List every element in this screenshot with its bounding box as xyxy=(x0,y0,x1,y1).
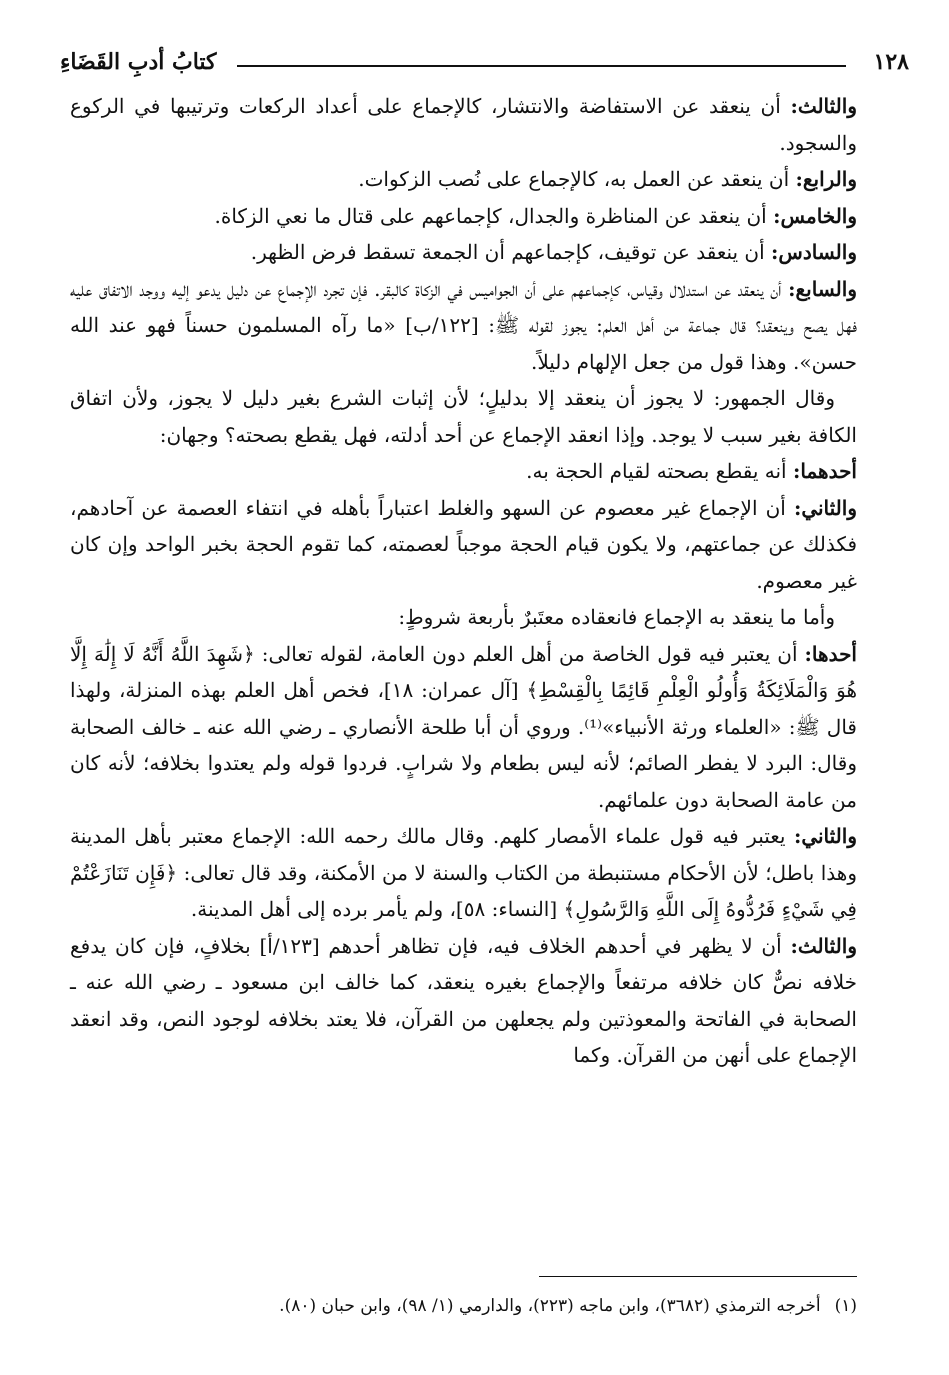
paragraph-text: أن ينعقد عن العمل به، كالإجماع على نُصب الزكوات. xyxy=(358,167,796,191)
paragraph-seventh xyxy=(70,271,857,381)
paragraph-lead: والثاني: xyxy=(793,495,857,520)
footnote xyxy=(70,1292,857,1320)
header-rule xyxy=(237,65,846,67)
paragraph-fourth xyxy=(70,161,857,198)
paragraph-condition-one xyxy=(70,636,857,819)
paragraph-conditions xyxy=(70,599,857,636)
paragraph-sixth xyxy=(70,234,857,271)
paragraph-condition-three xyxy=(70,928,857,1074)
paragraph-text: أن يعتبر فيه قول الخاصة من أهل العلم دون العامة، لقوله تعالى: ﴿شَهِدَ اللَّهُ أَنَّهُ لَا إِلَٰهَ إِلَّا هُوَ وَالْمَلَائِكَةُ وَأُولُو الْعِلْمِ قَائِمًا بِالْقِسْطِ﴾ [آل عمران: ١٨]، فخص أهل العلم بهذه المنزلة، ولهذا قال ﷺ: «العلماء ورثة الأنبياء»⁽¹⁾. وروي أن أبا طلحة الأنصاري ـ رضي الله عنه ـ خالف الصحابة وقال: البرد لا يفطر الصائم؛ لأنه ليس بطعام ولا شرابٍ. فردوا قوله ولم يعتدوا بخلافه؛ لأنه كان من عامة الصحابة دون علمائهم. xyxy=(70,641,857,812)
running-header xyxy=(60,42,909,82)
paragraph-lead: والرابع: xyxy=(795,167,857,191)
footnote-text: أخرجه الترمذي (٣٦٨٢)، وابن ماجه (٢٢٣)، والدارمي (١/ ٩٨)، وابن حبان (٨٠). xyxy=(279,1296,821,1316)
paragraph-text: يعتبر فيه قول علماء الأمصار كلهم. وقال مالك رحمه الله: الإجماع معتبر بأهل المدينة وهذا باطل؛ لأن الأحكام مستنبطة من الكتاب والسنة لا من الأمكنة، وقد قال تعالى: ﴿فَإِن تَنَازَعْتُمْ فِي شَيْءٍ فَرُدُّوهُ إِلَى اللَّهِ وَالرَّسُولِ﴾ [النساء: ٥٨]، ولم يأمر برده إلى أهل المدينة. xyxy=(70,824,857,921)
paragraph-text: أن ينعقد عن توقيف، كإجماعهم أن الجمعة تسقط فرض الظهر. xyxy=(250,240,772,264)
paragraph-lead: أحدهما: xyxy=(792,459,857,483)
paragraph-fifth xyxy=(70,198,857,235)
paragraph-lead: أحدها: xyxy=(804,641,857,666)
paragraph-lead: والثاني: xyxy=(793,824,857,848)
paragraph-lead: والثالث: xyxy=(790,933,857,958)
book-title: كتابُ أدبِ القَضَاءِ xyxy=(60,49,217,75)
paragraph-condition-two xyxy=(70,818,857,928)
body-text xyxy=(70,88,857,1074)
paragraph-majority xyxy=(70,380,857,453)
paragraph-text: وأما ما ينعقد به الإجماع فانعقاده معتَبرٌ بأربعة شروطٍ: xyxy=(398,605,835,629)
page-number: ١٢٨ xyxy=(873,49,909,75)
paragraph-third xyxy=(70,88,857,161)
paragraph-text: أن ينعقد عن استدلال وقياس، كإجماعهم على أن الجواميس في الزكاة كالبقر. فإن تجرد الإجماع عن دليل يدعو إليه ووجد الاتفاق عليه فهل يصح وينعقد؟ قال جماعة من أهل العلم: يجوز لقوله ﷺ: [١٢٢/ب] «ما رآه المسلمون حسناً فهو عند الله حسن». وهذا قول من جعل الإلهام دليلاً. xyxy=(70,276,857,374)
paragraph-lead: والثالث: xyxy=(790,94,857,118)
paragraph-lead: والخامس: xyxy=(773,203,857,228)
paragraph-lead: والسادس: xyxy=(771,240,857,264)
footnote-number: (١) xyxy=(834,1296,857,1316)
paragraph-text: أن ينعقد عن الاستفاضة والانتشار، كالإجماع على أعداد الركعات وترتيبها في الركوع والسجود. xyxy=(70,94,857,155)
paragraph-text: أن لا يظهر في أحدهم الخلاف فيه، فإن تظاهر أحدهم [١٢٣/أ] بخلافٍ، فإن كان يدفع خلافه نصٌّ كان خلافه مرتفعاً والإجماع بغيره ينعقد، كما خالف ابن مسعود ـ رضي الله عنه ـ الصحابة في الفاتحة والمعوذتين ولم يجعلهن من القرآن، فلا يعتد بخلافه لوجود النص، وقد انعقد الإجماع على أنهن من القرآن. وكما xyxy=(70,933,857,1067)
paragraph-text: أنه يقطع بصحته لقيام الحجة به. xyxy=(526,459,793,483)
footnote-rule xyxy=(539,1276,857,1277)
paragraph-first-view xyxy=(70,453,857,490)
paragraph-text: أن الإجماع غير معصوم عن السهو والغلط اعتباراً بأهله في انتفاء العصمة عن آحادهم، فكذلك عن جماعتهم، ولا يكون قيام الحجة موجباً لعصمته، كما تقوم الحجة بخبر الواحد وإن كان غير معصوم. xyxy=(70,495,857,593)
paragraph-text: أن ينعقد عن المناظرة والجدال، كإجماعهم على قتال ما نعي الزكاة. xyxy=(214,203,774,228)
paragraph-lead: والسابع: xyxy=(788,276,857,301)
paragraph-text: وقال الجمهور: لا يجوز أن ينعقد إلا بدليلٍ؛ لأن إثبات الشرع بغير دليل لا يجوز، ولأن اتفاق الكافة بغير سبب لا يوجد. وإذا انعقد الإجماع عن أحد أدلته، فهل يقطع بصحته؟ وجهان: xyxy=(70,386,857,447)
paragraph-second-view xyxy=(70,490,857,600)
